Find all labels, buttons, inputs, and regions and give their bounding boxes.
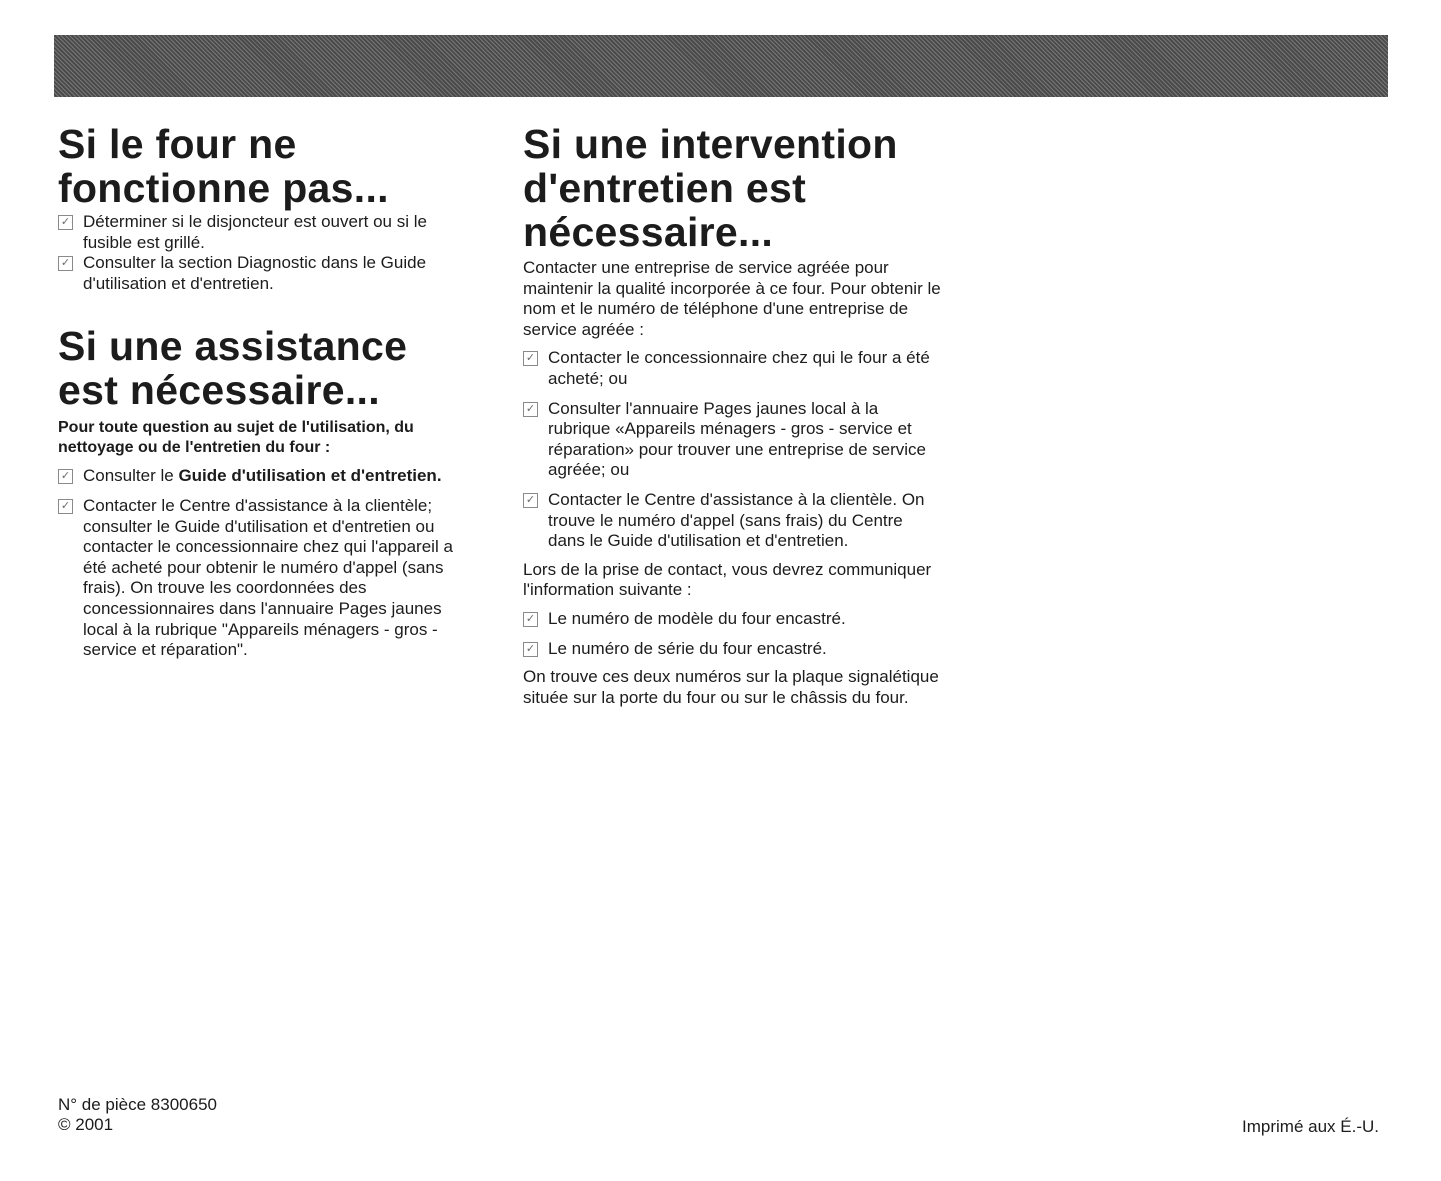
item-text: Le numéro de série du four encastré. (548, 638, 827, 658)
item-text: Consulter l'annuaire Pages jaunes local à la rubrique «Appareils ménagers - gros - service et réparation» pour trouver une entreprise de service agréée; ou (548, 398, 926, 480)
title-line: nécessaire... (523, 209, 774, 255)
checkbox-icon: ✓ (523, 493, 538, 508)
title-line: d'entretien est (523, 165, 807, 211)
title-line: est nécessaire... (58, 367, 380, 414)
list-item (523, 399, 943, 481)
header-banner (54, 35, 1388, 97)
section-title-service (523, 122, 943, 254)
checklist-service (523, 348, 943, 551)
list-item (523, 609, 943, 630)
checklist-assistance (58, 466, 478, 660)
section-title-assistance (58, 324, 478, 412)
title-line: fonctionne pas... (58, 165, 389, 211)
list-item (523, 639, 943, 660)
item-text: Contacter le Centre d'assistance à la clientèle; consulter le Guide d'utilisation et d'entretien ou contacter le concessionnaire chez qui l'appareil a été acheté pour obtenir le numéro d'appel (sans frais). On trouve les coordonnées des concessionnaires dans l'annuaire Pages jaunes local à la rubrique "Appareils ménagers - gros - service et réparation". (83, 495, 453, 660)
title-line: Si une assistance (58, 323, 408, 370)
list-item (58, 253, 478, 294)
copyright: © 2001 (58, 1115, 114, 1134)
list-item (58, 496, 478, 661)
list-item (58, 466, 478, 487)
checkbox-icon: ✓ (58, 256, 73, 271)
assistance-lead: Pour toute question au sujet de l'utilisation, du nettoyage ou de l'entretien du four : (58, 419, 414, 457)
guide-title: Guide d'utilisation et d'entretien. (178, 466, 442, 486)
left-column (58, 122, 478, 661)
contact-text: Lors de la prise de contact, vous devrez communiquer l'information suivante : (523, 559, 932, 600)
part-number: N° de pièce 8300650 (58, 1095, 217, 1114)
item-text: Consulter la section Diagnostic dans le Guide d'utilisation et d'entretien. (83, 253, 427, 293)
item-text: Le numéro de modèle du four encastré. (548, 608, 846, 628)
checkbox-icon: ✓ (58, 499, 73, 514)
checkbox-icon: ✓ (523, 402, 538, 417)
printed-in: Imprimé aux É.-U. (1242, 1117, 1379, 1136)
footer-left (58, 1095, 217, 1135)
list-item (523, 348, 943, 389)
checkbox-icon: ✓ (523, 351, 538, 366)
checkbox-icon: ✓ (58, 469, 73, 484)
item-text: Déterminer si le disjoncteur est ouvert ou si le fusible est grillé. (83, 212, 427, 252)
right-column (523, 122, 943, 708)
checklist-oven-not-working (58, 212, 478, 294)
title-line: Si le four ne (58, 121, 297, 167)
checklist-info (523, 609, 943, 659)
section-title-oven-not-working (58, 122, 478, 210)
closing-text: On trouve ces deux numéros sur la plaque signalétique située sur la porte du four ou sur le châssis du four. (523, 667, 939, 707)
checkbox-icon: ✓ (58, 215, 73, 230)
item-text: Contacter le concessionnaire chez qui le four a été acheté; ou (548, 348, 930, 388)
checkbox-icon: ✓ (523, 642, 538, 657)
title-line: Si une intervention (523, 121, 898, 167)
item-text: Contacter le Centre d'assistance à la clientèle. On trouve le numéro d'appel (sans frais) du Centre dans le Guide d'utilisation et d'entretien. (548, 489, 925, 551)
list-item (58, 212, 478, 253)
checkbox-icon: ✓ (523, 612, 538, 627)
list-item (523, 490, 943, 552)
item-text: Consulter le (83, 466, 179, 486)
service-intro: Contacter une entreprise de service agréée pour maintenir la qualité incorporée à ce four. Pour obtenir le nom et le numéro de téléphone d'une entreprise de service agréée : (523, 258, 941, 339)
